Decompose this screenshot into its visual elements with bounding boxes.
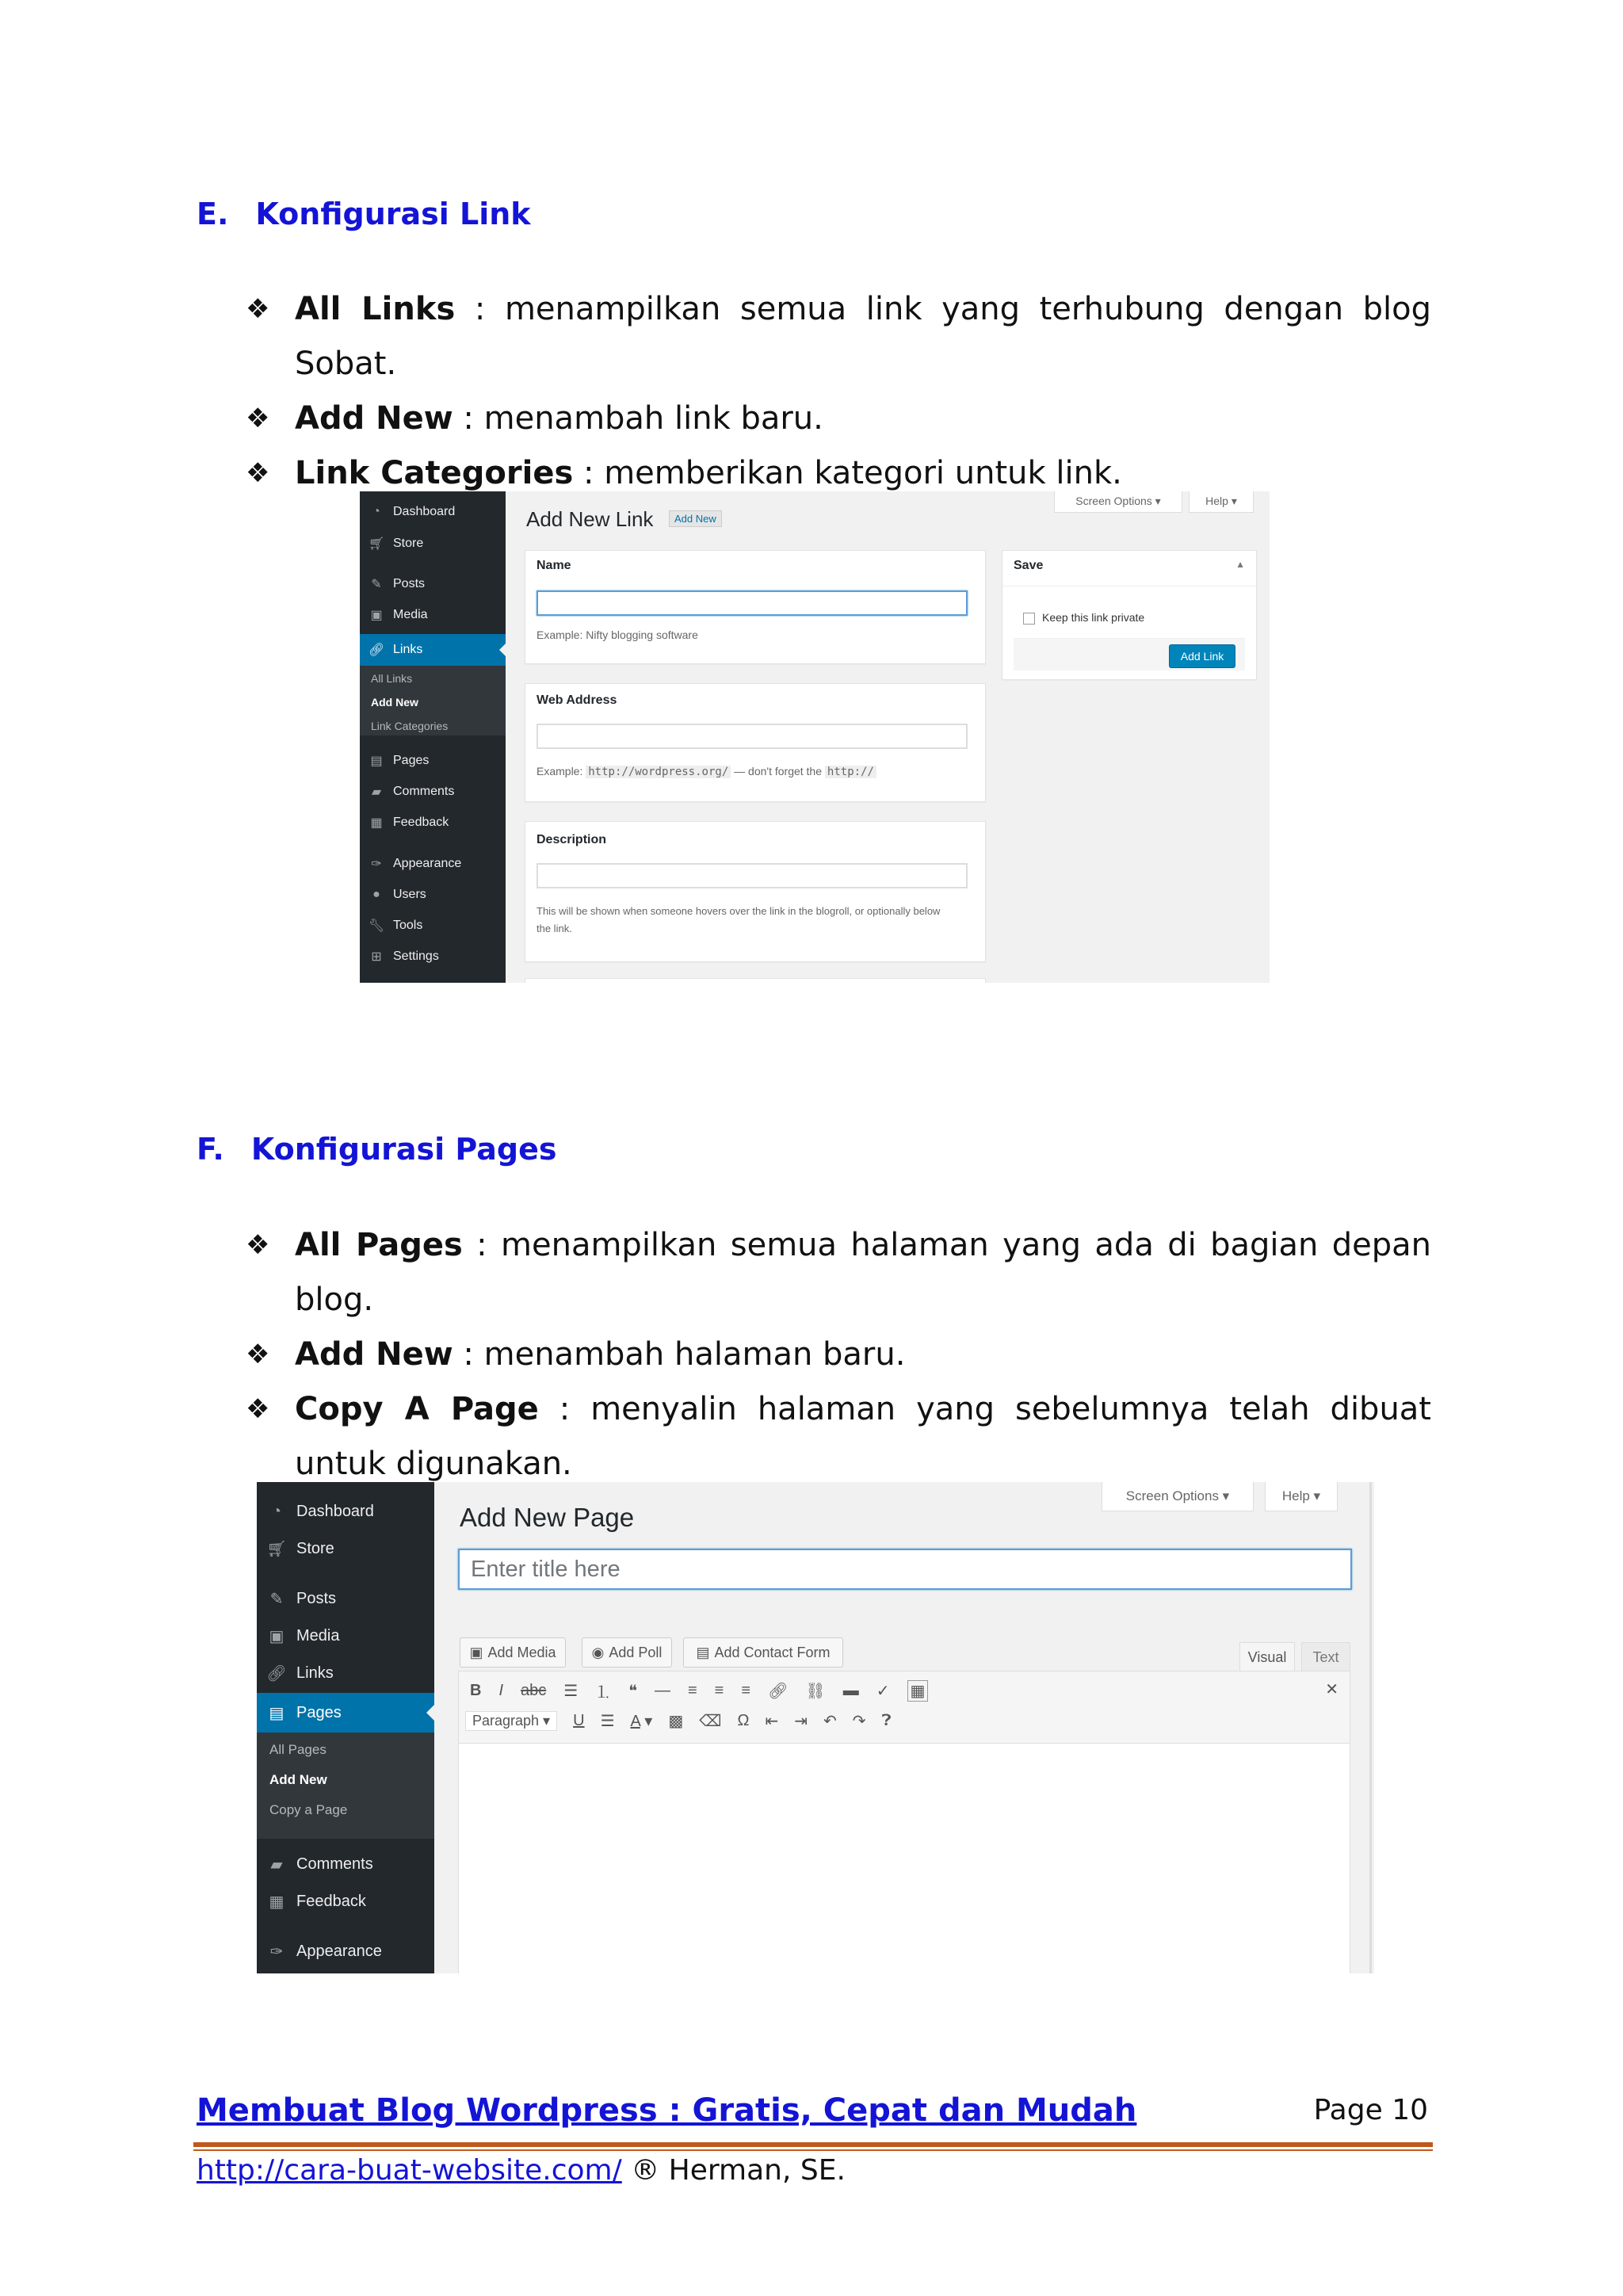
description-box [525, 821, 986, 962]
link-icon: 🔗︎ [266, 1664, 287, 1683]
help-icon[interactable]: ❓︎ [881, 1712, 892, 1729]
web-address-input[interactable] [537, 724, 968, 749]
list-item [246, 1218, 1431, 1328]
submenu-link-categories[interactable]: Link Categories [371, 720, 449, 732]
bullet-desc: : menyalin halaman yang sebelumnya telah dibuat untuk digunakan. [295, 1391, 1431, 1482]
poll-icon: ◉ [591, 1644, 605, 1660]
menu-feedback[interactable]: ▦ Feedback [360, 812, 506, 834]
footer-rule [193, 2142, 1433, 2147]
brush-icon: ✑ [269, 1943, 284, 1961]
screenshot-add-new-link [360, 491, 1270, 983]
footer-url-link[interactable]: http://cara-buat-website.com/ [197, 2154, 622, 2187]
menu-feedback[interactable]: ▦ Feedback [257, 1888, 434, 1915]
bullet-term: Add New [295, 1336, 453, 1373]
text-color-icon[interactable]: A ▾ [630, 1713, 653, 1730]
media-icon: ▣ [469, 1644, 483, 1660]
bullet-desc: : menambah link baru. [453, 400, 823, 437]
tab-text[interactable]: Text [1301, 1642, 1350, 1671]
wrench-icon: 🔧︎ [368, 919, 385, 933]
bullet-term: All Pages [295, 1227, 463, 1263]
scrollbar[interactable] [1369, 1482, 1372, 1973]
align-left-icon[interactable]: ≡ [687, 1682, 697, 1699]
list-item [246, 1382, 1431, 1492]
description-label: Description [537, 833, 607, 846]
italic-icon[interactable]: I [498, 1682, 504, 1699]
format-select[interactable]: Paragraph ▾ [465, 1711, 557, 1731]
admin-sidebar [257, 1482, 434, 1973]
bullet-term: Link Categories [295, 455, 574, 491]
menu-links[interactable]: 🔗︎ Links [360, 634, 506, 666]
section-f-letter: F. [197, 1132, 224, 1167]
menu-store[interactable]: 🛒︎ Store [257, 1535, 434, 1562]
save-label: Save [1014, 559, 1044, 572]
save-box [1002, 550, 1257, 680]
paste-text-icon[interactable]: ▩ [668, 1713, 684, 1730]
menu-comments[interactable]: ▰ Comments [257, 1851, 434, 1878]
menu-store[interactable]: 🛒︎ Store [360, 533, 506, 555]
list-item [246, 392, 1431, 446]
help-tab[interactable]: Help ▾ [1189, 491, 1254, 513]
submenu-all-pages[interactable]: All Pages [269, 1742, 327, 1757]
add-new-button[interactable]: Add New [669, 510, 722, 527]
pages-icon: ▤ [269, 1704, 285, 1722]
horizontal-line-icon[interactable]: — [654, 1682, 670, 1699]
web-address-label: Web Address [537, 693, 617, 707]
bullet-term: All Links [295, 291, 456, 327]
submenu-all-links[interactable]: All Links [371, 672, 413, 685]
comment-icon: ▰ [270, 1855, 283, 1874]
menu-links[interactable]: 🔗︎ Links [257, 1660, 434, 1687]
add-media-button[interactable]: ▣ Add Media [460, 1637, 566, 1668]
menu-dashboard[interactable]: ◔ Dashboard [360, 501, 506, 523]
bullet-desc: : menampilkan semua link yang terhubung dengan blog Sobat. [295, 291, 1432, 382]
justify-icon[interactable]: ☰ [600, 1713, 615, 1730]
toolbar-toggle-icon[interactable]: ▦ [907, 1680, 929, 1702]
submenu-add-new[interactable]: Add New [269, 1772, 327, 1787]
menu-appearance[interactable]: ✑ Appearance [360, 853, 506, 875]
diamond-bullet-icon: ❖ [246, 1229, 270, 1261]
dashboard-icon: ◔ [271, 1502, 282, 1520]
menu-dashboard[interactable]: ◔ Dashboard [257, 1498, 434, 1525]
bullet-desc: : menambah halaman baru. [453, 1336, 906, 1373]
user-icon: ● [372, 888, 380, 901]
name-hint: Example: Nifty blogging software [537, 628, 698, 641]
underline-icon[interactable]: U [573, 1712, 585, 1729]
indent-icon[interactable]: ⇥ [794, 1713, 808, 1730]
menu-posts[interactable]: ✎ Posts [257, 1585, 434, 1612]
feedback-icon: ▦ [370, 816, 383, 830]
bullet-term: Copy A Page [295, 1391, 539, 1427]
active-arrow [426, 1705, 434, 1721]
menu-settings[interactable]: ⊞ Settings [360, 946, 506, 968]
admin-sidebar [360, 491, 506, 983]
cart-icon: 🛒︎ [266, 1540, 287, 1558]
section-f-bullets [246, 1218, 1431, 1492]
title-input[interactable] [458, 1549, 1352, 1590]
next-box [525, 978, 986, 983]
add-contact-form-button[interactable]: ▤ Add Contact Form [683, 1637, 843, 1668]
editor-toolbar [459, 1671, 1350, 1744]
footer-title[interactable]: Membuat Blog Wordpress : Gratis, Cepat dan Mudah [197, 2092, 1137, 2129]
align-center-icon[interactable]: ≡ [714, 1682, 724, 1699]
diamond-bullet-icon: ❖ [246, 1393, 270, 1425]
toolbar-row-2 [465, 1711, 892, 1731]
bullet-desc: : memberikan kategori untuk link. [573, 455, 1122, 491]
private-checkbox[interactable] [1023, 613, 1035, 625]
toolbar-row-1 [470, 1679, 928, 1702]
name-label: Name [537, 559, 571, 572]
section-e-title: Konfigurasi Link [255, 197, 531, 231]
list-item [246, 1328, 1431, 1382]
clear-formatting-icon[interactable]: ⌫ [699, 1713, 722, 1730]
bullet-desc: : menampilkan semua halaman yang ada di bagian depan blog. [295, 1227, 1432, 1318]
menu-appearance[interactable]: ✑ Appearance [257, 1938, 434, 1965]
footer-rule-thin [193, 2149, 1433, 2151]
bullet-term: Add New [295, 400, 453, 437]
collapse-arrow-icon[interactable]: ▲ [1235, 559, 1245, 570]
footer-credit [197, 2154, 846, 2187]
diamond-bullet-icon: ❖ [246, 403, 270, 434]
menu-tools[interactable]: 🔧︎ Tools [360, 915, 506, 937]
link-icon: 🔗︎ [368, 644, 385, 657]
diamond-bullet-icon: ❖ [246, 457, 270, 489]
keep-private-label: Keep this link private [1042, 611, 1145, 624]
pin-icon: ✎ [269, 1590, 284, 1608]
section-e-letter: E. [197, 197, 229, 231]
page-number: Page 10 [1313, 2094, 1428, 2126]
comment-icon: ▰ [371, 785, 382, 799]
section-e-bullets [246, 282, 1431, 501]
screenshot-add-new-page [257, 1482, 1374, 1973]
outdent-icon[interactable]: ⇤ [765, 1713, 779, 1730]
menu-users[interactable]: ● Users [360, 884, 506, 906]
redo-icon[interactable]: ↷ [852, 1713, 866, 1730]
spellcheck-icon[interactable]: ✓ [876, 1683, 890, 1700]
menu-pages[interactable]: ▤ Pages [360, 750, 506, 772]
strikethrough-icon[interactable]: abc [521, 1682, 547, 1699]
media-icon: ▣ [370, 609, 383, 622]
menu-media[interactable]: ▣ Media [360, 604, 506, 626]
web-address-hint: Example: http://wordpress.org/ — don't forget the http:// [537, 765, 876, 778]
footer-author: ® Herman, SE. [621, 2154, 846, 2187]
numbered-list-icon[interactable]: ⒈ [595, 1684, 612, 1702]
editor-area[interactable] [458, 1671, 1350, 1973]
special-character-icon[interactable]: Ω [737, 1712, 750, 1729]
section-f-heading [197, 1132, 557, 1167]
description-input[interactable] [537, 863, 968, 888]
remove-link-icon[interactable]: ⛓ [805, 1683, 826, 1700]
screen-options-tab[interactable]: Screen Options ▾ [1054, 491, 1182, 513]
brush-icon: ✑ [371, 858, 382, 871]
page-title: Add New Link [526, 507, 654, 531]
submenu-copy-a-page[interactable]: Copy a Page [269, 1802, 348, 1817]
links-submenu [360, 666, 506, 735]
diamond-bullet-icon: ❖ [246, 1339, 270, 1370]
page-title: Add New Page [460, 1503, 635, 1532]
add-link-button[interactable]: Add Link [1169, 644, 1235, 668]
read-more-icon[interactable]: ▬ [842, 1682, 859, 1699]
name-box [525, 550, 986, 664]
menu-comments[interactable]: ▰ Comments [360, 781, 506, 803]
align-right-icon[interactable]: ≡ [741, 1682, 750, 1699]
web-address-box [525, 683, 986, 802]
screen-options-tab[interactable]: Screen Options ▾ [1102, 1482, 1254, 1511]
dashboard-icon: ◔ [372, 505, 380, 518]
title-placeholder: Enter title here [471, 1556, 621, 1582]
media-icon: ▣ [269, 1627, 285, 1645]
form-icon: ▤ [696, 1644, 710, 1660]
pages-submenu [257, 1733, 434, 1839]
section-f-title: Konfigurasi Pages [250, 1132, 557, 1167]
menu-posts[interactable]: ✎ Posts [360, 573, 506, 595]
section-e-heading [197, 197, 531, 231]
menu-media[interactable]: ▣ Media [257, 1622, 434, 1649]
pin-icon: ✎ [371, 578, 382, 591]
help-tab[interactable]: Help ▾ [1265, 1482, 1338, 1511]
tab-visual[interactable]: Visual [1239, 1642, 1295, 1671]
feedback-icon: ▦ [269, 1893, 285, 1911]
undo-icon[interactable]: ↶ [823, 1713, 837, 1730]
list-item [246, 282, 1431, 392]
name-input[interactable] [537, 590, 968, 616]
description-hint: This will be shown when someone hovers over the link in the blogroll, or optionally below the link. [537, 905, 941, 934]
fullscreen-icon[interactable]: ✕ [1325, 1681, 1338, 1698]
add-poll-button[interactable]: ◉ Add Poll [582, 1637, 672, 1668]
bold-icon[interactable]: B [470, 1682, 482, 1699]
cart-icon: 🛒︎ [368, 537, 385, 551]
settings-icon: ⊞ [371, 950, 382, 964]
diamond-bullet-icon: ❖ [246, 293, 270, 325]
submenu-add-new[interactable]: Add New [371, 696, 418, 709]
bulleted-list-icon[interactable]: ☰ [563, 1683, 579, 1700]
active-arrow [499, 644, 506, 656]
pages-icon: ▤ [370, 755, 383, 768]
insert-link-icon[interactable]: 🔗︎ [767, 1683, 789, 1700]
menu-pages[interactable]: ▤ Pages [257, 1693, 434, 1733]
blockquote-icon[interactable]: ❝ [628, 1683, 637, 1700]
